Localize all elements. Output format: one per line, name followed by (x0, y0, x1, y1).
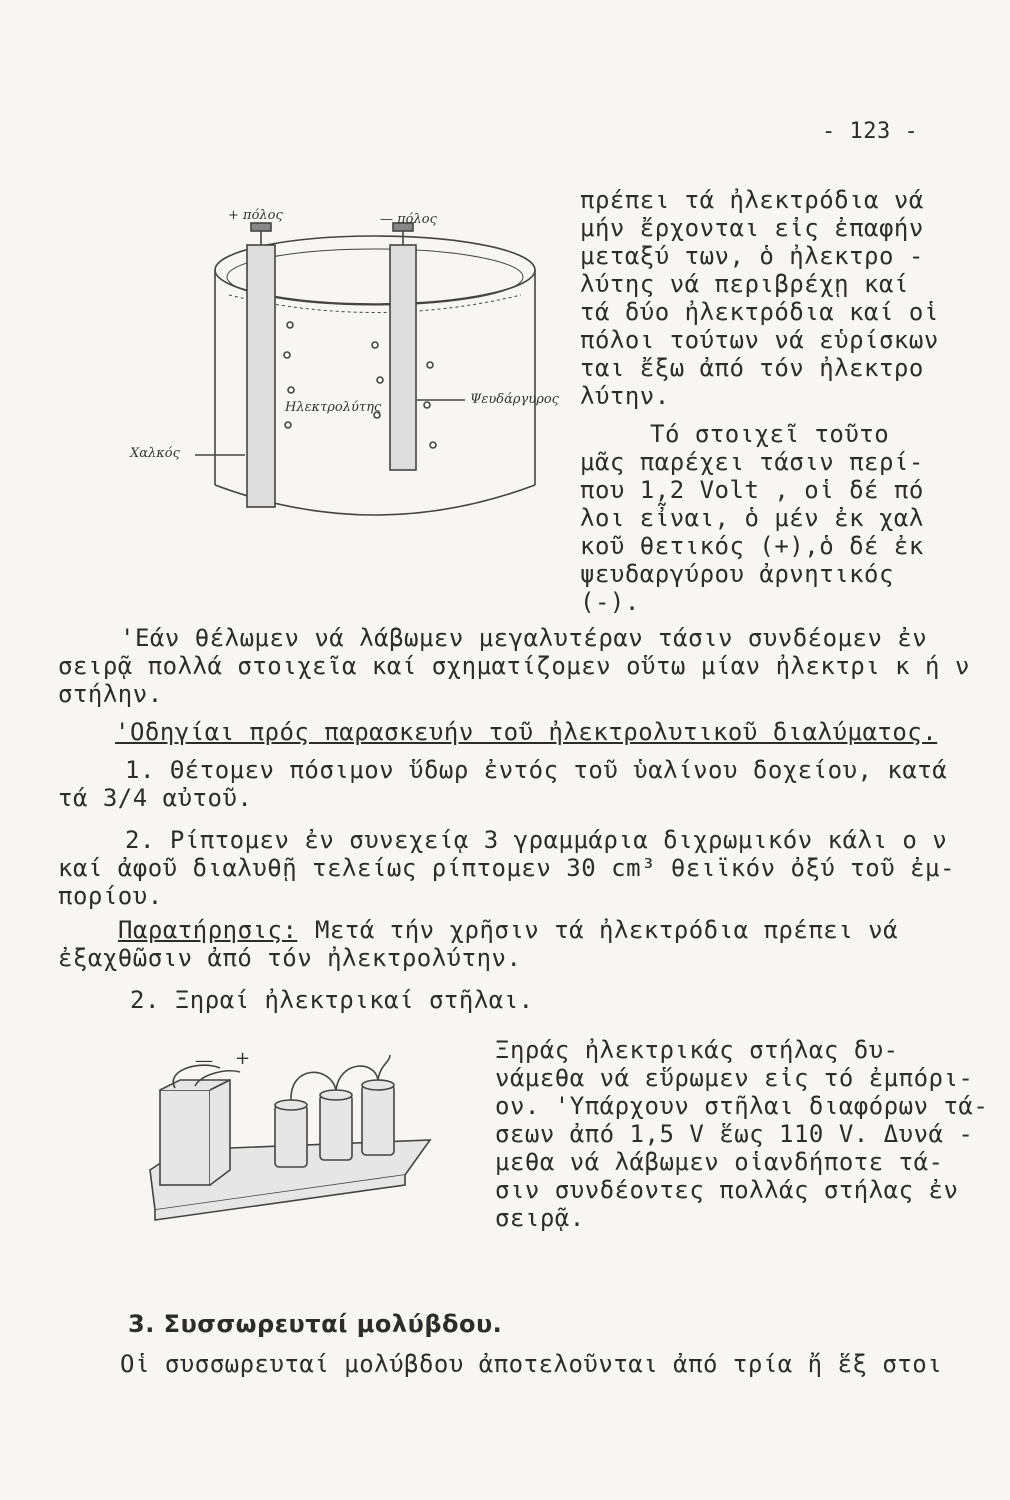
dry-cells-drawing (140, 1050, 440, 1240)
text-line: λύτης νά περιβρέχῃ καί (580, 270, 909, 298)
text-line: σειρᾷ. (495, 1204, 585, 1232)
plus-label: + (235, 1048, 251, 1069)
text-line: Ξηράς ἠλεκτρικάς στήλας δυ- (495, 1036, 899, 1064)
text-line: μεθα νά λάβωμεν οἱανδήποτε τά- (495, 1148, 944, 1176)
minus-label: — (195, 1050, 213, 1071)
text-line: ψευδαργύρου ἀρνητικός (580, 560, 894, 588)
last-line: Οἱ συσσωρευταί μολύβδου ἀποτελοῦνται ἀπό τρία ἤ ἕξ στοι (120, 1350, 943, 1378)
text-line: 'Εάν θέλωμεν νά λάβωμεν μεγαλυτέραν τάσιν συνδέομεν ἐν (120, 624, 928, 652)
text-line: ον. 'Υπάρχουν στῆλαι διαφόρων τά- (495, 1092, 989, 1120)
text-line: που 1,2 Volt , οἱ δέ πό (580, 476, 924, 504)
text-line: πόλοι τούτων νά εὑρίσκων (580, 326, 939, 354)
text-line: κοῦ θετικός (+),ὁ δέ ἐκ (580, 532, 924, 560)
text-line: τά δύο ἠλεκτρόδια καί οἱ (580, 298, 939, 326)
text-line: ται ἔξω ἀπό τόν ἠλεκτρο (580, 354, 924, 382)
remark-label: Παρατήρησις: (118, 916, 298, 944)
text-line: Μετά τήν χρῆσιν τά ἠλεκτρόδια πρέπει νά (315, 916, 899, 944)
minus-pole-label: — πόλος (380, 212, 437, 227)
text-line: σειρᾷ πολλά στοιχεῖα καί σχηματίζομεν οὕτω μίαν ἠλεκτρι κ ή ν (58, 652, 970, 680)
text-line: 2. Ρίπτομεν ἐν συνεχείᾳ 3 γραμμάρια διχρωμικόν κάλι ο ν (125, 826, 948, 854)
plus-pole-label: + πόλος (228, 208, 283, 223)
page-number: - 123 - (822, 119, 919, 144)
text-line: πορίου. (58, 882, 163, 910)
text-line: (-). (580, 588, 640, 616)
text-line: μεταξύ των, ὁ ἠλεκτρο - (580, 242, 924, 270)
heading-instructions: 'Οδηγίαι πρός παρασκευήν τοῦ ἠλεκτρολυτικοῦ διαλύματος. (115, 718, 938, 746)
text-line: νάμεθα νά εὕρωμεν εἰς τό ἐμπόρι- (495, 1064, 974, 1092)
cell-drawing (195, 205, 555, 535)
text-line: σιν συνδέοντες πολλάς στήλας ἐν (495, 1176, 959, 1204)
text-line: μᾶς παρέχει τάσιν περί- (580, 448, 924, 476)
text-line: σεων ἀπό 1,5 V ἕως 110 V. Δυνά - (495, 1120, 974, 1148)
text-line: καί ἀφοῦ διαλυθῇ τελείως ρίπτομεν 30 cm³ θειϊκόν ὀξύ τοῦ ἐμ- (58, 854, 955, 882)
copper-label: Χαλκός (130, 446, 180, 461)
text-line: μήν ἔρχονται εἰς ἐπαφήν (580, 214, 924, 242)
heading-dry-cells: 2. Ξηραί ἠλεκτρικαί στῆλαι. (130, 986, 534, 1014)
text-line: Τό στοιχεῖ τοῦτο (650, 420, 890, 448)
text-line: ἐξαχθῶσιν ἀπό τόν ἠλεκτρολύτην. (58, 944, 522, 972)
german-silver-label: Ψευδάργυρος (470, 392, 559, 407)
text-line: λύτην. (580, 382, 670, 410)
text-line: λοι εἶναι, ὁ μέν ἐκ χαλ (580, 504, 924, 532)
text-line: 1. Θέτομεν πόσιμον ὕδωρ ἐντός τοῦ ὑαλίνου δοχείου, κατά (125, 756, 948, 784)
electrolyte-label: Ηλεκτρολύτης (285, 400, 382, 415)
heading-lead-accumulators: 3. Συσσωρευταί μολύβδου. (128, 1310, 503, 1338)
text-line: στήλην. (58, 680, 163, 708)
text-line: πρέπει τά ἠλεκτρόδια νά (580, 186, 924, 214)
text-line: τά 3/4 αὐτοῦ. (58, 784, 253, 812)
